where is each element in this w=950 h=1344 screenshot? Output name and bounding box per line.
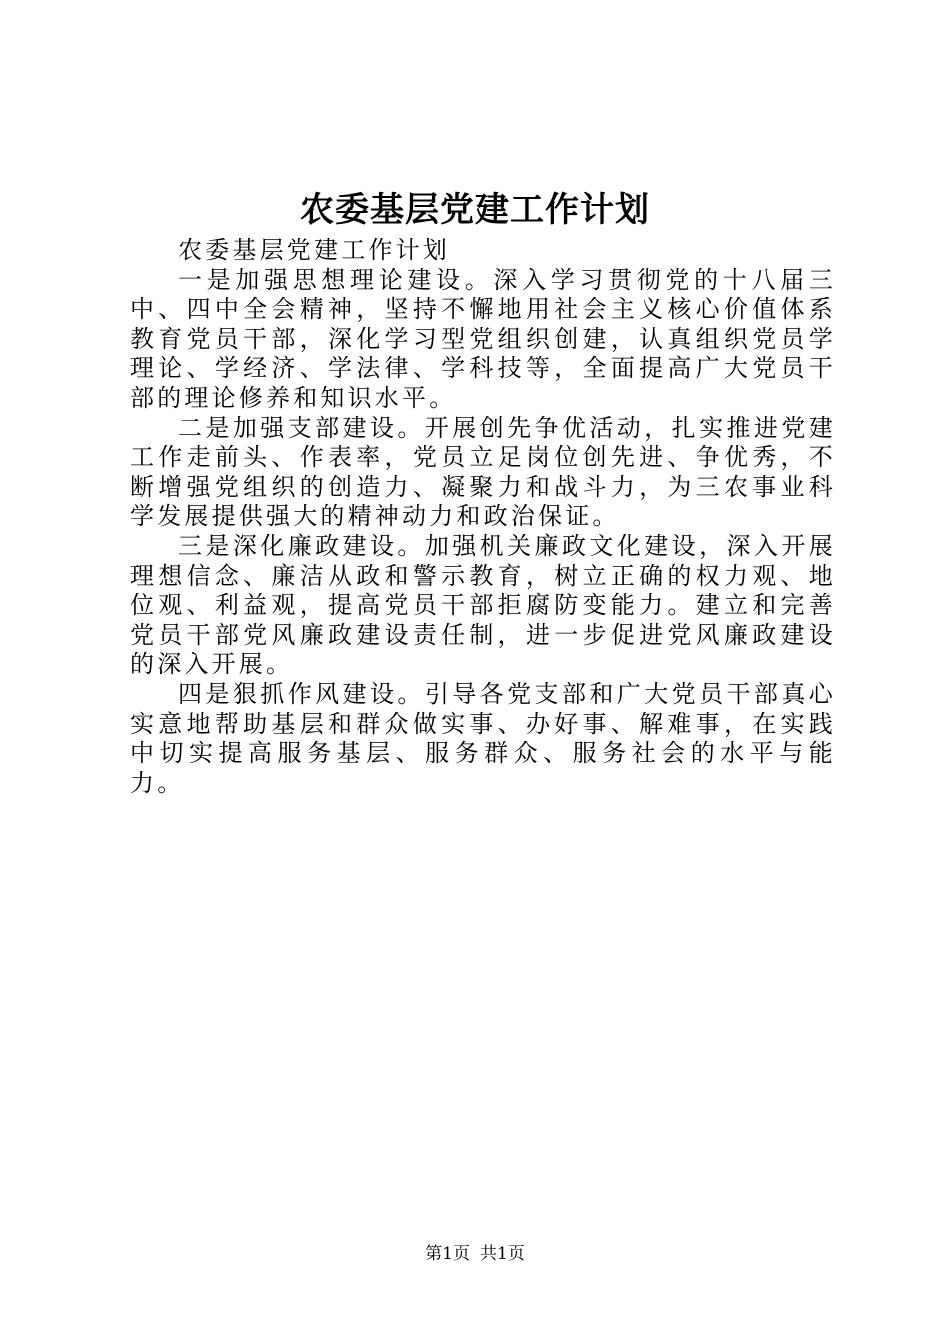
paragraph-2: 二是加强支部建设。开展创先争优活动，扎实推进党建工作走前头、作表率，党员立足岗位创先进、争优秀，不断增强党组织的创造力、凝聚力和战斗力，为三农事业科学发展提供强大的精神动力和政治保证。 [130, 413, 836, 531]
paragraph-subtitle: 农委基层党建工作计划 [178, 236, 450, 264]
paragraph-4: 四是狠抓作风建设。引导各党支部和广大党员干部真心实意地帮助基层和群众做实事、办好事、解难事，在实践中切实提高服务基层、服务群众、服务社会的水平与能力。 [130, 679, 836, 797]
page-footer [0, 1243, 950, 1265]
paragraph-3: 三是深化廉政建设。加强机关廉政文化建设，深入开展理想信念、廉洁从政和警示教育，树立正确的权力观、地位观、利益观，提高党员干部拒腐防变能力。建立和完善党员干部党风廉政建设责任制，进一步促进党风廉政建设的深入开展。 [130, 531, 836, 679]
page-total: 共1页 [480, 1244, 525, 1264]
document-body [130, 236, 836, 798]
page-number: 第1页 [425, 1244, 470, 1264]
paragraph-1: 一是加强思想理论建设。深入学习贯彻党的十八届三中、四中全会精神，坚持不懈地用社会主义核心价值体系教育党员干部，深化学习型党组织创建，认真组织党员学理论、学经济、学法律、学科技等，全面提高广大党员干部的理论修养和知识水平。 [130, 265, 836, 412]
document-title: 农委基层党建工作计划 [300, 190, 650, 230]
